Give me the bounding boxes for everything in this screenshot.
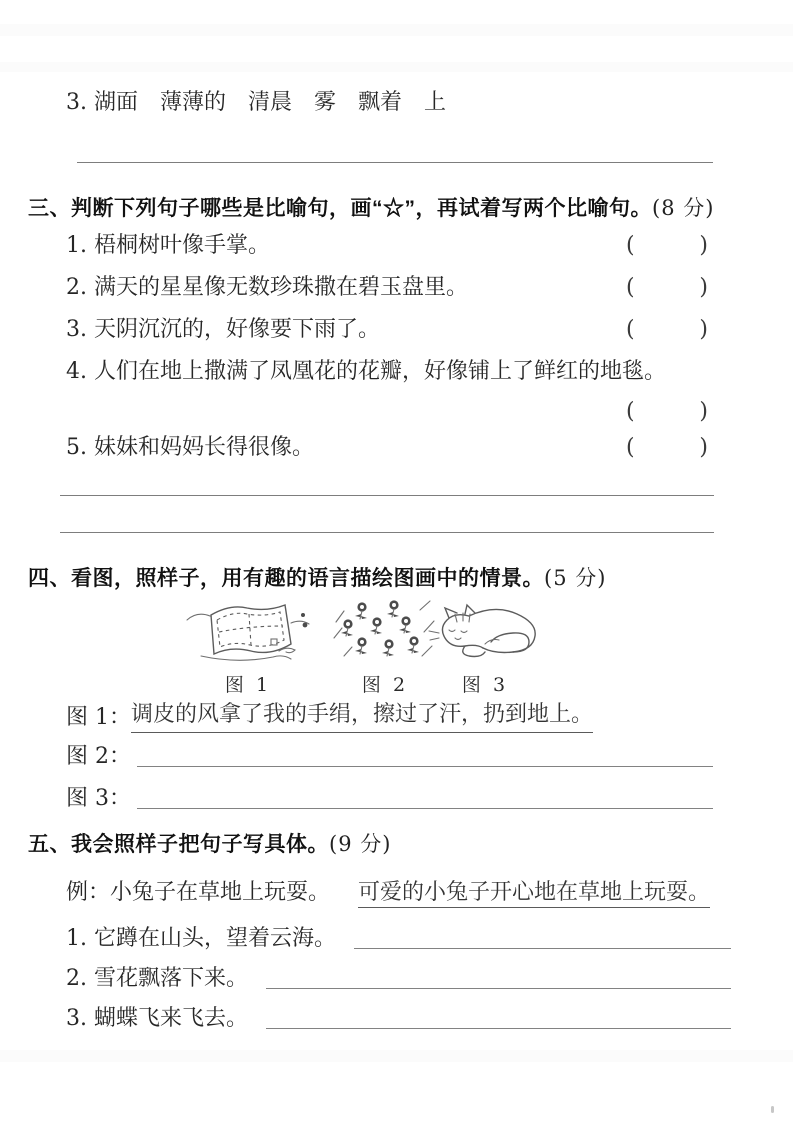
figure-3: [424, 600, 546, 697]
judge-item-2: [66, 273, 708, 303]
example-label: 例：: [66, 880, 111, 905]
figure-3-answer-row: [66, 784, 713, 814]
bracket-close: ): [699, 317, 708, 342]
figure-1-caption: 图 1: [224, 674, 272, 696]
answer-line: [77, 162, 713, 163]
figure-1-answer-label: 图 1：: [66, 705, 131, 730]
rewrite-item-text: 2. 雪花飘落下来。: [66, 966, 248, 991]
rewrite-item-text: 3. 蝴蝶飞来飞去。: [66, 1006, 248, 1031]
answer-line: [137, 808, 713, 809]
judge-item-4-brackets: [66, 397, 708, 427]
figure-3-caption: 图 3: [461, 674, 509, 696]
figure-2-answer-label: 图 2：: [66, 744, 131, 769]
section-three-score: (8 分): [652, 196, 715, 220]
rewrite-item-2: [66, 964, 731, 994]
rewrite-item-3: [66, 1004, 731, 1034]
rewrite-item-1: [66, 924, 731, 954]
section-four-title-text: 四、看图，照样子，用有趣的语言描绘图画中的情景。: [28, 567, 544, 590]
judge-item-3: [66, 315, 708, 345]
section-four-title: [28, 562, 606, 592]
section-three-title-text: 三、判断下列句子哪些是比喻句，画“☆”，再试着写两个比喻句。: [28, 197, 652, 220]
flowers-drawing: [332, 598, 438, 664]
section-five-title-text: 五、我会照样子把句子写具体。: [28, 833, 329, 856]
judge-item-text: 5. 妹妹和妈妈长得很像。: [66, 435, 314, 460]
sleeping-cat-drawing: [425, 600, 545, 664]
judge-item-text: 1. 梧桐树叶像手掌。: [66, 233, 270, 258]
figure-1-answer-row: [66, 700, 713, 733]
bracket-open: (: [626, 233, 635, 258]
scan-artifact-band: [0, 1050, 793, 1062]
bracket-close: ): [699, 275, 708, 300]
rewrite-item-text: 1. 它蹲在山头，望着云海。: [66, 926, 336, 951]
section-five-score: (9 分): [329, 832, 392, 856]
bracket-pair: [626, 433, 708, 463]
bracket-pair: [626, 231, 708, 261]
answer-line: [266, 1028, 731, 1029]
answer-line: [60, 532, 714, 533]
answer-line: [60, 495, 714, 496]
judge-item-4: 4. 人们在地上撒满了凤凰花的花瓣，好像铺上了鲜红的地毯。: [66, 359, 666, 384]
figure-2-caption: 图 2: [361, 674, 409, 696]
bracket-open: (: [626, 399, 635, 424]
judge-item-text: 2. 满天的星星像无数珍珠撒在碧玉盘里。: [66, 275, 468, 300]
figure-1: [182, 598, 314, 697]
answer-line: [137, 766, 713, 767]
figure-1-answer-text: 调皮的风拿了我的手绢，擦过了汗，扔到地上。: [131, 700, 593, 733]
bracket-pair: [626, 397, 708, 427]
example-row: [66, 878, 710, 908]
judge-item-1: [66, 231, 708, 261]
example-prompt: 小兔子在草地上玩耍。: [110, 880, 331, 905]
bracket-open: (: [626, 275, 635, 300]
figure-3-answer-label: 图 3：: [66, 786, 131, 811]
unscramble-item: 3. 湖面 薄薄的 清晨 雾 飘着 上: [66, 90, 446, 115]
figure-2-answer-row: [66, 742, 713, 772]
bracket-open: (: [626, 317, 635, 342]
scan-speck: [771, 1106, 774, 1113]
bracket-close: ): [699, 399, 708, 424]
scan-artifact-band: [0, 24, 793, 36]
bracket-open: (: [626, 435, 635, 460]
handkerchief-drawing: [183, 598, 313, 664]
judge-item-5: [66, 433, 708, 463]
section-three-title: [28, 192, 714, 222]
section-four-score: (5 分): [544, 566, 607, 590]
answer-line: [266, 988, 731, 989]
judge-item-text: 3. 天阴沉沉的，好像要下雨了。: [66, 317, 380, 342]
section-five-title: [28, 828, 391, 858]
bracket-pair: [626, 273, 708, 303]
bracket-close: ): [699, 435, 708, 460]
scan-artifact-band: [0, 62, 793, 72]
answer-line: [354, 948, 731, 949]
bracket-close: ): [699, 233, 708, 258]
bracket-pair: [626, 315, 708, 345]
example-answer: 可爱的小兔子开心地在草地上玩耍。: [358, 880, 710, 908]
